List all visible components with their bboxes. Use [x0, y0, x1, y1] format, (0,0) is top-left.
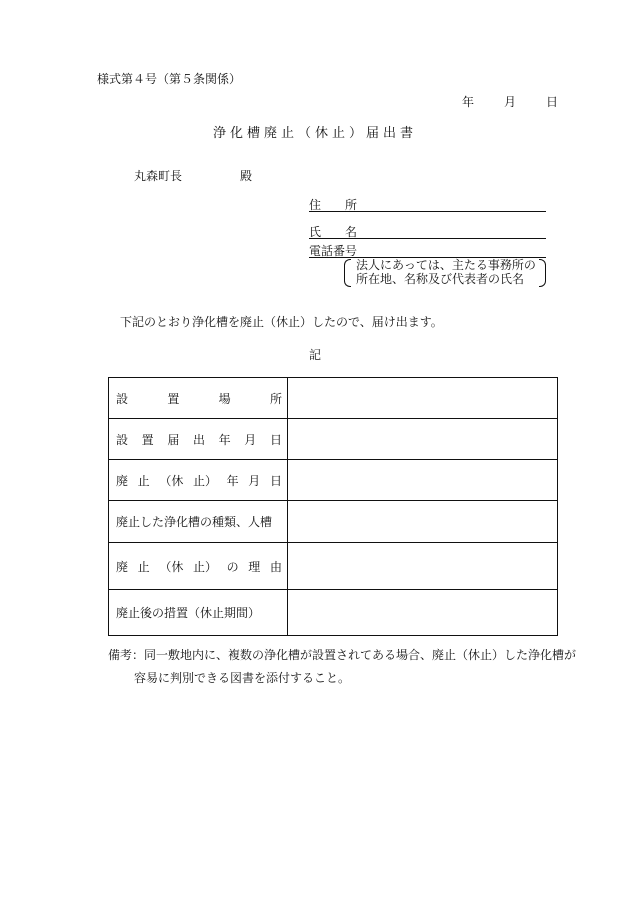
row-label [109, 419, 288, 460]
address-field[interactable] [309, 196, 546, 212]
table-row [109, 460, 558, 501]
row-label [109, 543, 288, 590]
table-row [109, 543, 558, 590]
table-row [109, 419, 558, 460]
table-row [109, 590, 558, 636]
row-label-text: 廃 [116, 559, 129, 574]
remarks-line2: 容易に判別できる図書を添付すること。 [134, 671, 351, 685]
row-label-text: 置 [167, 391, 180, 406]
row-label [109, 378, 288, 419]
recipient [134, 167, 252, 184]
row-label-text: の [226, 559, 239, 574]
row-label-text: 場 [218, 391, 231, 406]
corp-note-line1: 法人にあっては、主たる事務所の [356, 258, 536, 272]
row-value-field[interactable] [288, 419, 558, 460]
row-value-field[interactable] [288, 460, 558, 501]
corporation-note [344, 258, 546, 288]
row-label-text: 出 [192, 432, 205, 447]
row-label-text: （休 [159, 559, 184, 574]
recipient-honorific: 殿 [240, 169, 253, 183]
remarks [108, 644, 578, 690]
row-label [109, 590, 288, 636]
address-label: 住 所 [309, 198, 358, 212]
statement: 下記のとおり浄化槽を廃止（休止）したので、届け出ます。 [120, 315, 443, 329]
date-line [462, 93, 558, 110]
detail-table [108, 377, 558, 636]
row-label-text: 止 [137, 559, 150, 574]
row-label-text: 日 [269, 473, 282, 488]
row-label-text: 止） [192, 559, 217, 574]
form-number: 様式第４号（第５条関係） [97, 72, 242, 86]
row-label-text: 月 [244, 432, 257, 447]
row-label-text: 設 [116, 391, 129, 406]
row-label-text: 廃 [116, 473, 129, 488]
row-label-text: 止） [192, 473, 217, 488]
date-month: 月 [504, 95, 517, 109]
row-label-text: 理 [248, 559, 261, 574]
table-row [109, 378, 558, 419]
row-label-text: 廃止後の措置（休止期間） [116, 606, 261, 620]
row-label-text: 日 [269, 432, 282, 447]
ki-heading: 記 [308, 348, 321, 362]
phone-label: 電話番号 [309, 244, 358, 258]
row-value-field[interactable] [288, 543, 558, 590]
row-label-text: 所 [269, 391, 282, 406]
row-value-field[interactable] [288, 590, 558, 636]
corp-note-line2: 所在地、名称及び代表者の氏名 [356, 272, 525, 286]
recipient-name: 丸森町長 [134, 169, 183, 183]
row-label-text: 届 [167, 432, 180, 447]
row-value-field[interactable] [288, 378, 558, 419]
row-label-text: 年 [218, 432, 231, 447]
remarks-line1: 備考：同一敷地内に、複数の浄化槽が設置されてある場合、廃止（休止）した浄化槽が [108, 648, 577, 662]
row-label-text: 廃止した浄化槽の種類、人槽 [116, 515, 273, 529]
row-label-text: 設 [116, 432, 129, 447]
row-label-text: 年 [226, 473, 239, 488]
phone-field[interactable] [309, 242, 546, 258]
bracket-right-icon [539, 259, 546, 287]
row-label-text: 置 [141, 432, 154, 447]
row-label-text: 止 [137, 473, 150, 488]
date-year: 年 [462, 95, 475, 109]
row-label-text: （休 [159, 473, 184, 488]
row-label [109, 460, 288, 501]
row-value-field[interactable] [288, 501, 558, 543]
name-field[interactable] [309, 223, 546, 239]
date-day: 日 [546, 95, 559, 109]
row-label [109, 501, 288, 543]
table-row [109, 501, 558, 543]
bracket-left-icon [344, 259, 351, 287]
name-label: 氏 名 [309, 225, 358, 239]
row-label-text: 月 [248, 473, 261, 488]
row-label-text: 由 [269, 559, 282, 574]
document-title: 浄化槽廃止（休止）届出書 [212, 126, 417, 141]
